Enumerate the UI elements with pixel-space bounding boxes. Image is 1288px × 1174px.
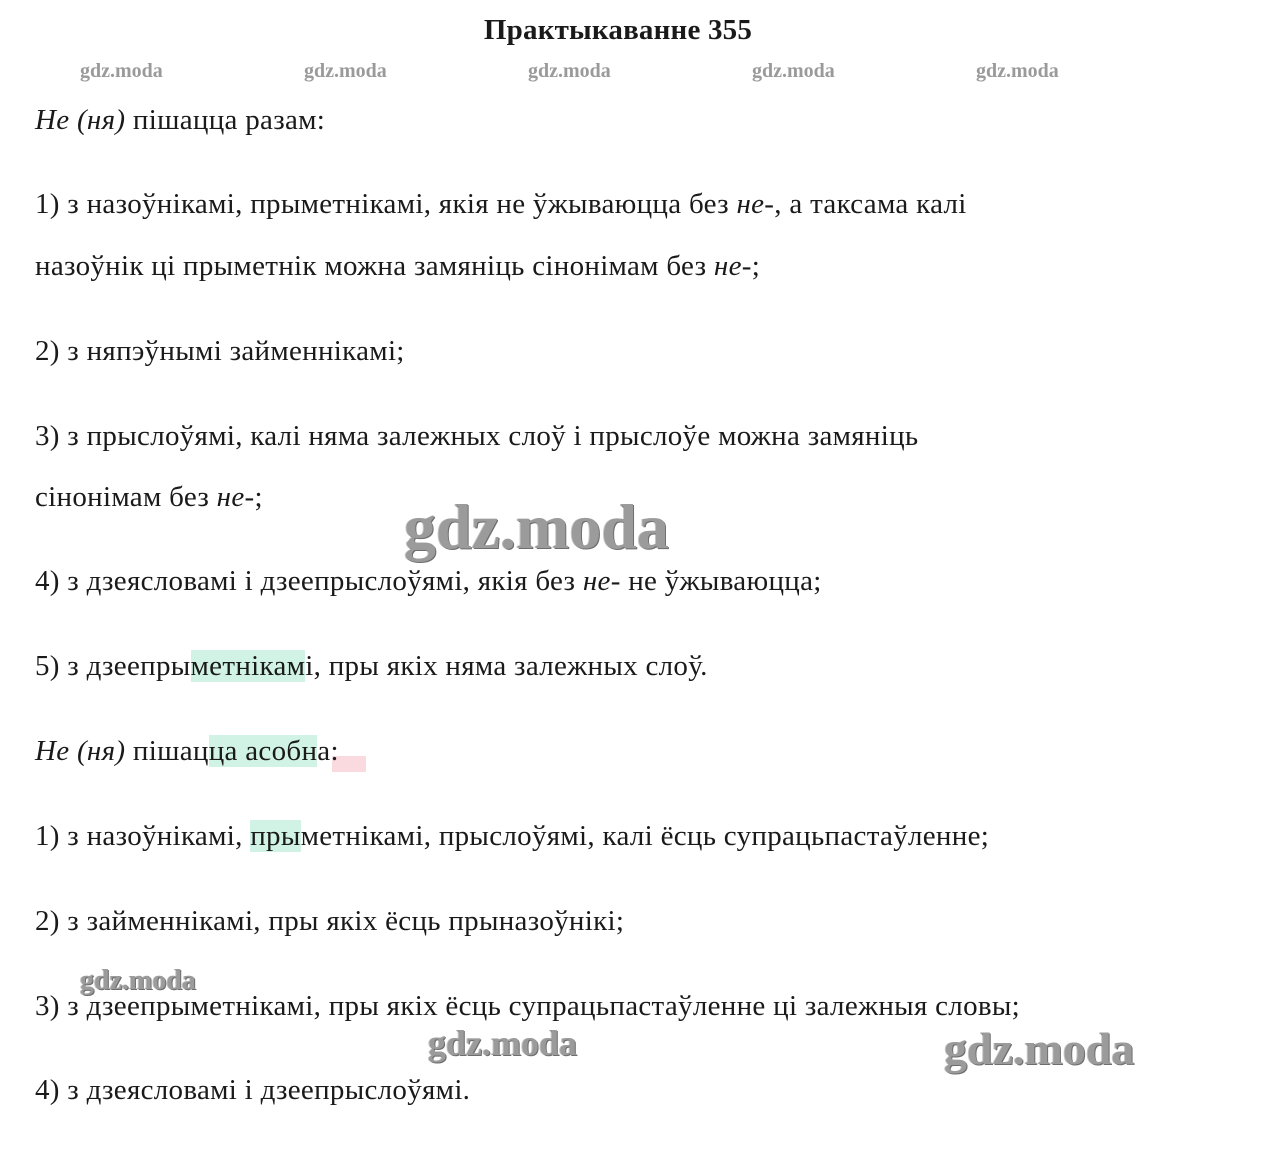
together-item-1-line-1	[35, 188, 967, 221]
separately-heading	[35, 735, 339, 768]
prefix-italic: не-	[582, 565, 621, 597]
heading-italic: Не (ня)	[35, 104, 126, 136]
text: 5) з дзеепры	[35, 650, 191, 682]
separately-item-2: 2) з займеннікамі, пры якіх ёсць прыназоўнікі;	[35, 905, 625, 937]
text: пішац	[125, 735, 209, 767]
page-title: Практыкаванне 355	[483, 14, 753, 46]
prefix-italic: не-	[736, 188, 775, 220]
text: назоўнік ці прыметнік можна замяніць сінонімам без	[35, 250, 714, 282]
together-item-1-line-2	[35, 250, 760, 283]
together-item-5	[35, 650, 708, 683]
watermark: gdz.moda	[944, 1023, 1135, 1074]
prefix-italic: не-	[216, 481, 255, 513]
watermark: gdz.moda	[304, 60, 387, 82]
together-heading	[35, 104, 325, 137]
watermark: gdz.moda	[428, 1023, 578, 1063]
heading-text: пішацца разам:	[125, 104, 326, 136]
watermark: gdz.moda	[752, 60, 835, 82]
watermark: gdz.moda	[80, 60, 163, 82]
text: 4) з дзеясловамі і дзеепрыслоўямі, якія без	[35, 565, 583, 597]
watermark: gdz.moda	[976, 60, 1059, 82]
watermark-large: gdz.moda	[404, 491, 669, 562]
together-item-4	[35, 565, 822, 598]
together-item-3-line-2	[35, 481, 263, 514]
separately-item-1	[35, 820, 989, 853]
text: сінонімам без	[35, 481, 217, 513]
heading-italic: Не (ня)	[35, 735, 126, 767]
text: 1) з назоўнікамі,	[35, 820, 251, 852]
together-item-3-line-1: 3) з прыслоўямі, калі няма залежных слоў і прыслоўе можна замяніць	[35, 420, 919, 452]
text: ;	[254, 481, 263, 513]
text: і, пры якіх няма залежных слоў.	[305, 650, 708, 682]
text: ;	[751, 250, 761, 282]
highlighted-text: пры	[250, 820, 301, 852]
watermark: gdz.moda	[80, 965, 196, 996]
text: не ўжываюцца;	[620, 565, 822, 597]
separately-item-3: 3) з дзеепрыметнікамі, пры якіх ёсць супрацьпастаўленне ці залежныя словы;	[35, 990, 1021, 1022]
text: 1) з назоўнікамі, прыметнікамі, якія не ўжываюцца без	[35, 188, 737, 220]
text: а:	[317, 735, 339, 767]
together-item-2: 2) з няпэўнымі займеннікамі;	[35, 335, 405, 367]
separately-item-4: 4) з дзеясловамі і дзеепрыслоўямі.	[35, 1074, 471, 1106]
prefix-italic: не-	[713, 250, 752, 282]
watermark: gdz.moda	[528, 60, 611, 82]
text: , а таксама калі	[774, 188, 967, 220]
text: метнікамі, прыслоўямі, калі ёсць супрацьпастаўленне;	[300, 820, 990, 852]
highlighted-text: ца асобн	[208, 735, 318, 767]
highlighted-text: метнікам	[190, 650, 306, 682]
